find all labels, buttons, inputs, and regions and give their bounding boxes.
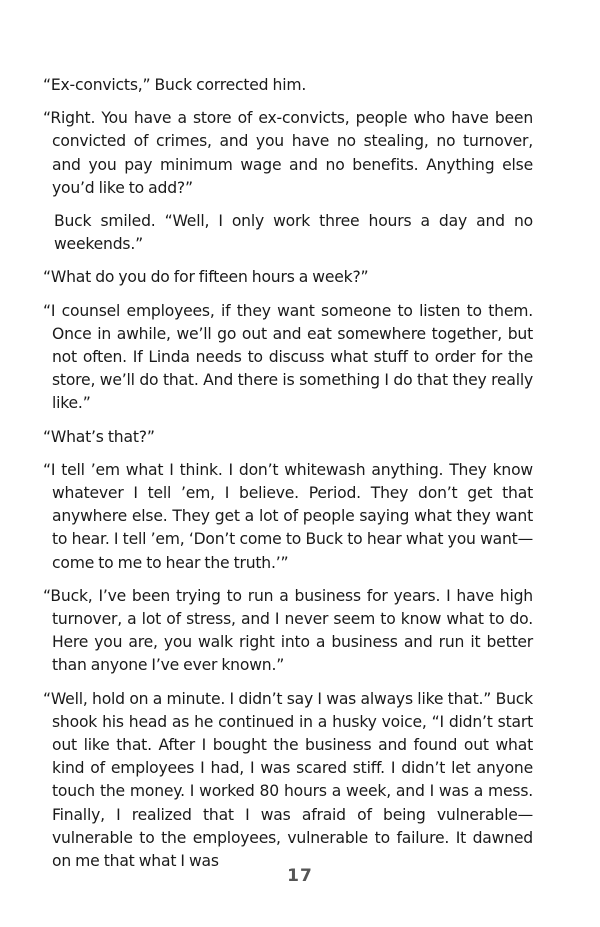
paragraph-store-of-ex-convicts: “Right. You have a store of ex-convicts, people who have been convicted of crimes, and you have no stealing, no turnover, and you pay minimum wage and no benefits. Anything else you’d like to add?”: [43, 109, 533, 197]
paragraph-hold-on: “Well, hold on a minute. I didn’t say I was always like that.” Buck shook his head as he continued in a husky voice, “I didn’t start out like that. After I bought the business and found out what kind of employees I had, I was scared stiff. I didn’t let anyone touch the money. I worked 80 hours a week, and I was a mess. Finally, I realized that I was afraid of being vulnerable—vulnerable to the employees, vulnerable to failure. It dawned on me that what I was: [43, 689, 533, 871]
paragraph-whats-that: “What’s that?”: [43, 427, 155, 446]
paragraph-ex-convicts: “Ex-convicts,” Buck corrected him.: [43, 76, 307, 94]
body-text: [43, 74, 533, 883]
paragraph-tell-em: “I tell ’em what I think. I don’t whitewash anything. They know whatever I tell ’em, I believe. Period. They don’t get that anywhere else. They get a lot of people saying what they want to hear. I tell ’em, ‘Don’t come to Buck to hear what you want—come to me to hear the truth.’”: [43, 460, 533, 572]
paragraph-fifteen-hours: “What do you do for fifteen hours a week?”: [43, 268, 369, 287]
page-number: 17: [287, 866, 313, 886]
paragraph-run-a-business: “Buck, I’ve been trying to run a business for years. I have high turnover, a lot of stress, and I never seem to know what to do. Here you are, you walk right into a business and run it better than anyone I’ve ever known.”: [43, 586, 533, 675]
paragraph-buck-smiled: Buck smiled. “Well, I only work three hours a day and no weekends.”: [54, 212, 533, 254]
paragraph-counsel-employees: “I counsel employees, if they want someone to listen to them. Once in awhile, we’ll go out and eat somewhere together, but not often. If Linda needs to discuss what stuff to order for the store, we’ll do that. And there is something I do that they really like.”: [43, 301, 533, 413]
